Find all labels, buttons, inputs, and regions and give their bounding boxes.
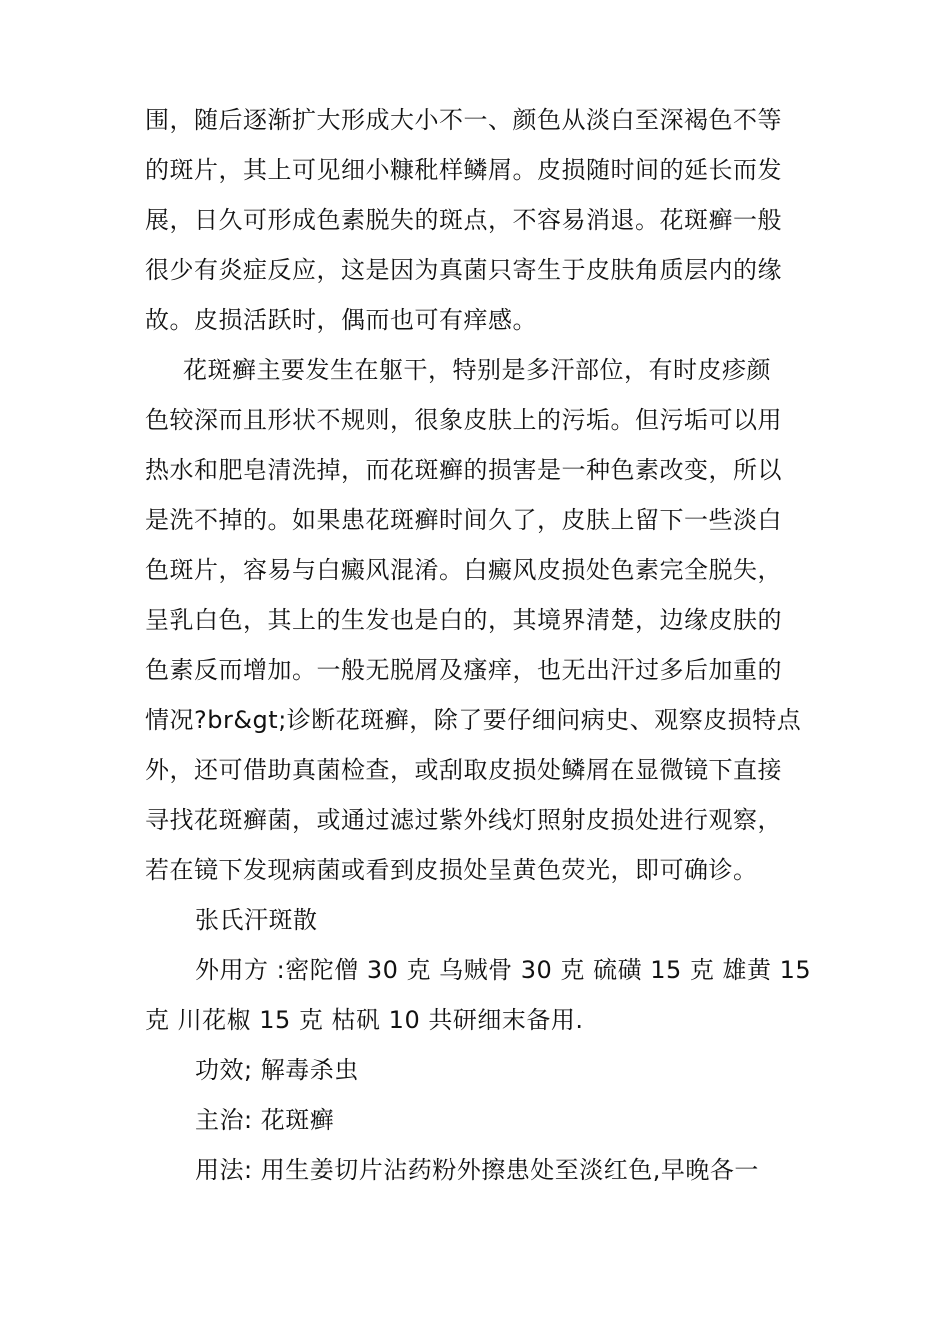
text-line: 热水和肥皂清洗掉，而花斑癣的损害是一种色素改变，所以 bbox=[145, 456, 782, 484]
text-line: 情况?br&gt;诊断花斑癣，除了要仔细问病史、观察皮损特点 bbox=[145, 706, 802, 734]
text-line: 克 川花椒 15 克 枯矾 10 共研细末备用. bbox=[145, 1006, 584, 1034]
text-line: 主治: 花斑癣 bbox=[195, 1106, 335, 1134]
recipe-ingredients bbox=[145, 945, 815, 1045]
text-line: 用法: 用生姜切片沾药粉外擦患处至淡红色,早晚各一 bbox=[195, 1156, 759, 1184]
text-line: 呈乳白色，其上的生发也是白的，其境界清楚，边缘皮肤的 bbox=[145, 606, 782, 634]
text-line: 外用方 :密陀僧 30 克 乌贼骨 30 克 硫磺 15 克 雄黄 15 bbox=[195, 956, 812, 984]
recipe-efficacy bbox=[145, 1045, 815, 1095]
text-line: 色较深而且形状不规则，很象皮肤上的污垢。但污垢可以用 bbox=[145, 406, 782, 434]
text-line: 是洗不掉的。如果患花斑癣时间久了，皮肤上留下一些淡白 bbox=[145, 506, 782, 534]
text-line: 功效; 解毒杀虫 bbox=[195, 1056, 359, 1084]
text-line: 花斑癣主要发生在躯干，特别是多汗部位，有时皮疹颜 bbox=[183, 356, 771, 384]
recipe-indication bbox=[145, 1095, 815, 1145]
text-line: 张氏汗斑散 bbox=[195, 906, 318, 934]
text-line: 寻找花斑癣菌，或通过滤过紫外线灯照射皮损处进行观察， bbox=[145, 806, 782, 834]
recipe-title bbox=[145, 895, 815, 945]
recipe-usage bbox=[145, 1145, 815, 1195]
text-line: 围，随后逐渐扩大形成大小不一、颜色从淡白至深褐色不等 bbox=[145, 106, 782, 134]
text-line: 的斑片，其上可见细小糠秕样鳞屑。皮损随时间的延长而发 bbox=[145, 156, 782, 184]
text-line: 展，日久可形成色素脱失的斑点，不容易消退。花斑癣一般 bbox=[145, 206, 782, 234]
text-line: 色斑片，容易与白癜风混淆。白癜风皮损处色素完全脱失， bbox=[145, 556, 782, 584]
paragraph-diagnosis bbox=[145, 345, 815, 895]
text-line: 外，还可借助真菌检查，或刮取皮损处鳞屑在显微镜下直接 bbox=[145, 756, 782, 784]
text-line: 故。皮损活跃时，偶而也可有痒感。 bbox=[145, 306, 537, 334]
document-body bbox=[145, 95, 815, 1195]
text-line: 很少有炎症反应，这是因为真菌只寄生于皮肤角质层内的缘 bbox=[145, 256, 782, 284]
paragraph-symptoms bbox=[145, 95, 815, 345]
text-line: 若在镜下发现病菌或看到皮损处呈黄色荧光，即可确诊。 bbox=[145, 856, 758, 884]
text-line: 色素反而增加。一般无脱屑及瘙痒，也无出汗过多后加重的 bbox=[145, 656, 782, 684]
